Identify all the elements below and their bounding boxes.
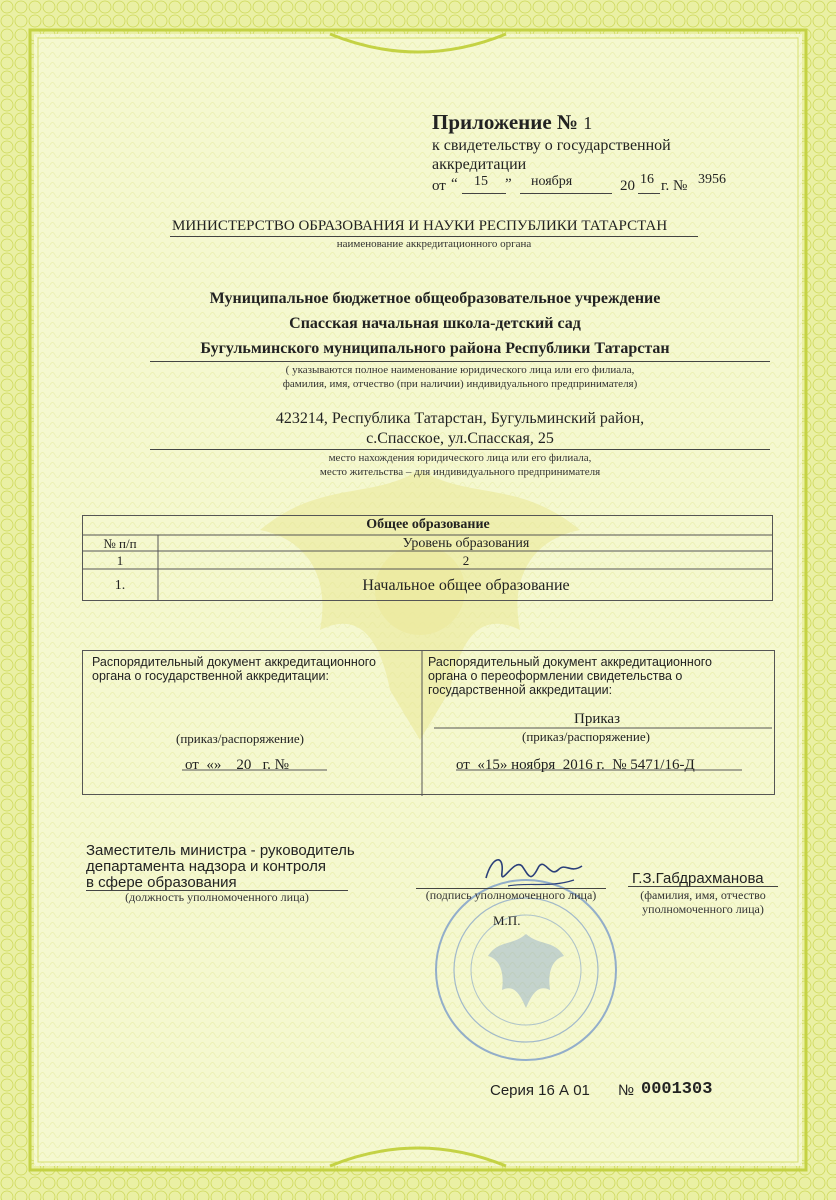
left-doc-caption: (приказ/распоряжение)	[176, 731, 304, 746]
table-index-2: 2	[462, 553, 470, 568]
signatory-position-2: департамента надзора и контроля	[86, 858, 327, 875]
address-line1: 423214, Республика Татарстан, Бугульминский район,	[275, 410, 645, 427]
signatory-name: Г.З.Габдрахманова	[632, 870, 764, 887]
appendix-number: 1	[583, 113, 593, 133]
table-row-level: Начальное общее образование	[362, 577, 570, 594]
org-name-line1: Муниципальное бюджетное общеобразовательное учреждение	[209, 290, 661, 307]
serial-number: 0001303	[641, 1080, 713, 1099]
appendix-subtitle-1: к свидетельству о государственной	[432, 137, 671, 154]
date-quote-close: ”	[505, 176, 512, 192]
right-doc-date: от «15» ноября 2016 г. № 5471/16-Д	[456, 757, 695, 773]
org-caption-1: ( указываются полное наименование юридического лица или его филиала,	[285, 364, 635, 376]
stamp-place-label: М.П.	[493, 913, 521, 928]
org-caption-2: фамилия, имя, отчество (при наличии) индивидуального предпринимателя)	[282, 378, 638, 390]
signatory-position-3: в сфере образования	[86, 874, 237, 891]
cert-number: 3956	[698, 172, 726, 187]
address-caption-1: место нахождения юридического лица или его филиала,	[328, 452, 592, 464]
table-title: Общее образование	[366, 517, 490, 532]
right-doc-header: Распорядительный документ аккредитационного органа о переоформлении свидетельства о государственной аккредитации:	[428, 655, 713, 697]
org-name-line2: Спасская начальная школа-детский сад	[289, 315, 581, 332]
position-caption: (должность уполномоченного лица)	[125, 890, 309, 904]
date-from-label: от	[432, 178, 446, 194]
appendix-title: Приложение №	[432, 110, 579, 134]
table-index-1: 1	[116, 553, 124, 568]
left-doc-header: Распорядительный документ аккредитационного органа о государственной аккредитации:	[92, 655, 377, 683]
table-col2-header: Уровень образования	[402, 536, 530, 551]
date-month: ноября	[531, 174, 573, 189]
date-quote-open: “	[451, 176, 458, 192]
date-day: 15	[474, 174, 488, 189]
signatory-position-1: Заместитель министра - руководитель	[86, 842, 355, 859]
serial-number-sign: №	[618, 1082, 635, 1099]
date-year-suffix: 16	[640, 172, 654, 187]
name-caption-1: (фамилия, имя, отчество	[640, 888, 766, 902]
appendix-subtitle-2: аккредитации	[432, 156, 527, 173]
right-doc-caption: (приказ/распоряжение)	[522, 729, 650, 744]
authority-name: МИНИСТЕРСТВО ОБРАЗОВАНИЯ И НАУКИ РЕСПУБЛИКИ ТАТАРСТАН	[172, 218, 668, 234]
table-row-num: 1.	[114, 578, 126, 593]
series-label: Серия 16 А 01	[490, 1082, 590, 1099]
authority-caption: наименование аккредитационного органа	[336, 238, 532, 250]
right-doc-type: Приказ	[574, 711, 621, 727]
name-caption-2: уполномоченного лица)	[642, 902, 764, 916]
address-line2: с.Спасское, ул.Спасская, 25	[366, 430, 554, 447]
date-year-prefix: 20	[620, 178, 635, 194]
address-caption-2: место жительства – для индивидуального предпринимателя	[319, 466, 601, 478]
cert-no-label: г. №	[661, 178, 688, 194]
signature-caption: (подпись уполномоченного лица)	[425, 888, 597, 902]
table-col1-header: № п/п	[103, 536, 137, 551]
left-doc-date: от «» 20 г. №	[185, 757, 289, 773]
org-name-line3: Бугульминского муниципального района Республики Татарстан	[200, 340, 670, 357]
official-seal	[432, 876, 620, 1064]
